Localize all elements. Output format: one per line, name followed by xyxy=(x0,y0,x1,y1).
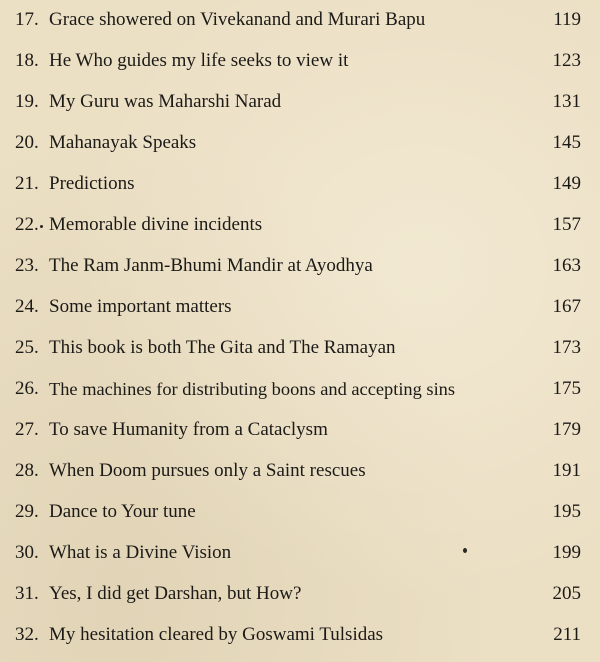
toc-entry-number: 32. xyxy=(15,624,39,645)
toc-entry-number: 26. xyxy=(15,378,39,399)
toc-entry xyxy=(0,84,600,125)
toc-entry-title: My hesitation cleared by Goswami Tulsidas xyxy=(49,624,384,645)
toc-entry-title: Predictions xyxy=(49,173,135,194)
toc-entry-page: 205 xyxy=(552,583,581,604)
ink-speck xyxy=(40,225,43,228)
toc-entry-title: Grace showered on Vivekanand and Murari Bapu xyxy=(49,9,426,30)
toc-entry-title: Mahanayak Speaks xyxy=(49,132,197,153)
toc-entry-page: 163 xyxy=(552,255,581,276)
toc-entry-number: 24. xyxy=(15,296,39,317)
toc-entry-page: 199 xyxy=(552,542,581,563)
toc-entry xyxy=(0,535,600,576)
toc-entry xyxy=(0,207,600,248)
toc-entry xyxy=(0,125,600,166)
toc-entry-title: To save Humanity from a Cataclysm xyxy=(49,419,328,440)
toc-entry-number: 20. xyxy=(15,132,39,153)
toc-entry-page: 191 xyxy=(552,460,581,481)
toc-entry xyxy=(0,248,600,289)
toc-entry-page: 123 xyxy=(552,50,581,71)
toc-entry-number: 29. xyxy=(15,501,39,522)
toc-entry-page: 175 xyxy=(552,378,581,399)
toc-entry xyxy=(0,330,600,371)
toc-entry-title: My Guru was Maharshi Narad xyxy=(49,91,282,112)
toc-entry xyxy=(0,617,600,658)
toc-entry-page: 145 xyxy=(552,132,581,153)
toc-entry-number: 17. xyxy=(15,9,39,30)
toc-entry xyxy=(0,43,600,84)
toc-entry-page: 173 xyxy=(552,337,581,358)
toc-entry-number: 27. xyxy=(15,419,39,440)
toc-entry xyxy=(0,166,600,207)
toc-entry xyxy=(0,412,600,453)
toc-entry-number: 21. xyxy=(15,173,39,194)
toc-entry-title: He Who guides my life seeks to view it xyxy=(49,50,349,71)
toc-entry-page: 131 xyxy=(552,91,581,112)
ink-speck xyxy=(463,548,467,553)
toc-entry-number: 22. xyxy=(15,214,39,235)
toc-entry-number: 19. xyxy=(15,91,39,112)
toc-entry-title: Memorable divine incidents xyxy=(49,214,263,235)
toc-entry-number: 31. xyxy=(15,583,39,604)
toc-entry-number: 28. xyxy=(15,460,39,481)
toc-entry-title: Dance to Your tune xyxy=(49,501,196,522)
toc-entry-title: The machines for distributing boons and accepting sins xyxy=(49,379,456,399)
toc-entry xyxy=(0,2,600,43)
toc-entry xyxy=(0,453,600,494)
toc-entry-title: The Ram Janm-Bhumi Mandir at Ayodhya xyxy=(49,255,373,276)
toc-entry-title: This book is both The Gita and The Ramayan xyxy=(49,337,396,358)
toc-entry-page: 179 xyxy=(552,419,581,440)
toc-entry-page: 211 xyxy=(553,624,581,645)
toc-entry-number: 25. xyxy=(15,337,39,358)
toc-entry xyxy=(0,289,600,330)
toc-entry-title: When Doom pursues only a Saint rescues xyxy=(49,460,366,481)
toc-entry xyxy=(0,494,600,535)
toc-entry xyxy=(0,576,600,617)
toc-entry-number: 23. xyxy=(15,255,39,276)
toc-entry-number: 30. xyxy=(15,542,39,563)
toc-entry-title: Some important matters xyxy=(49,296,232,317)
toc-entry-title: What is a Divine Vision xyxy=(49,542,232,563)
toc-entry xyxy=(0,371,600,412)
toc-entry-page: 119 xyxy=(553,9,581,30)
toc-entry-page: 149 xyxy=(552,173,581,194)
toc-entry-title: Yes, I did get Darshan, but How? xyxy=(49,583,302,604)
toc-entry-page: 157 xyxy=(552,214,581,235)
toc-entry-page: 195 xyxy=(552,501,581,522)
toc-entry-number: 18. xyxy=(15,50,39,71)
toc-entry-page: 167 xyxy=(552,296,581,317)
